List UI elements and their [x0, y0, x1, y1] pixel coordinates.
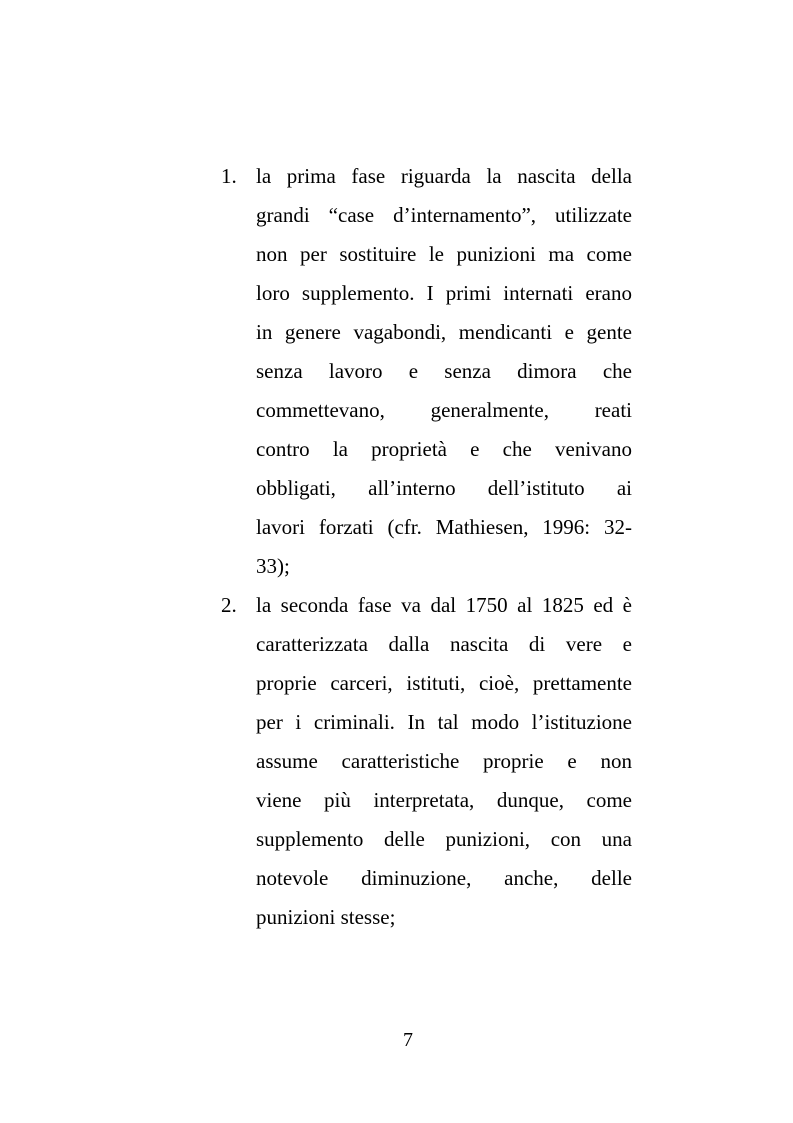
- text-line: in genere vagabondi, mendicanti e gente: [256, 320, 632, 344]
- numbered-list: [0, 157, 793, 937]
- text-line: per i criminali. In tal modo l’istituzione: [256, 710, 632, 734]
- list-item: [0, 157, 793, 586]
- text-line: notevole diminuzione, anche, delle: [256, 866, 632, 890]
- text-line: supplemento delle punizioni, con una: [256, 827, 632, 851]
- page-number: 7: [403, 1029, 413, 1051]
- text-line: viene più interpretata, dunque, come: [256, 788, 632, 812]
- text-line: loro supplemento. I primi internati erano: [256, 281, 632, 305]
- text-line: la prima fase riguarda la nascita della: [256, 164, 632, 188]
- text-line: senza lavoro e senza dimora che: [256, 359, 632, 383]
- list-item-text: [256, 157, 632, 586]
- text-line: assume caratteristiche proprie e non: [256, 749, 632, 773]
- list-item: [0, 586, 793, 937]
- text-line: caratterizzata dalla nascita di vere e: [256, 632, 632, 656]
- text-line: non per sostituire le punizioni ma come: [256, 242, 632, 266]
- text-line: lavori forzati (cfr. Mathiesen, 1996: 32-: [256, 515, 632, 539]
- text-line: la seconda fase va dal 1750 al 1825 ed è: [256, 593, 632, 617]
- text-line: punizioni stesse;: [256, 905, 396, 929]
- text-line: 33);: [256, 554, 290, 578]
- list-item-number: 2.: [221, 593, 237, 617]
- list-item-text: [256, 586, 632, 937]
- list-item-number: 1.: [221, 164, 237, 188]
- text-line: proprie carceri, istituti, cioè, prettamente: [256, 671, 632, 695]
- text-line: commettevano, generalmente, reati: [256, 398, 632, 422]
- text-line: grandi “case d’internamento”, utilizzate: [256, 203, 632, 227]
- text-line: obbligati, all’interno dell’istituto ai: [256, 476, 632, 500]
- text-line: contro la proprietà e che venivano: [256, 437, 632, 461]
